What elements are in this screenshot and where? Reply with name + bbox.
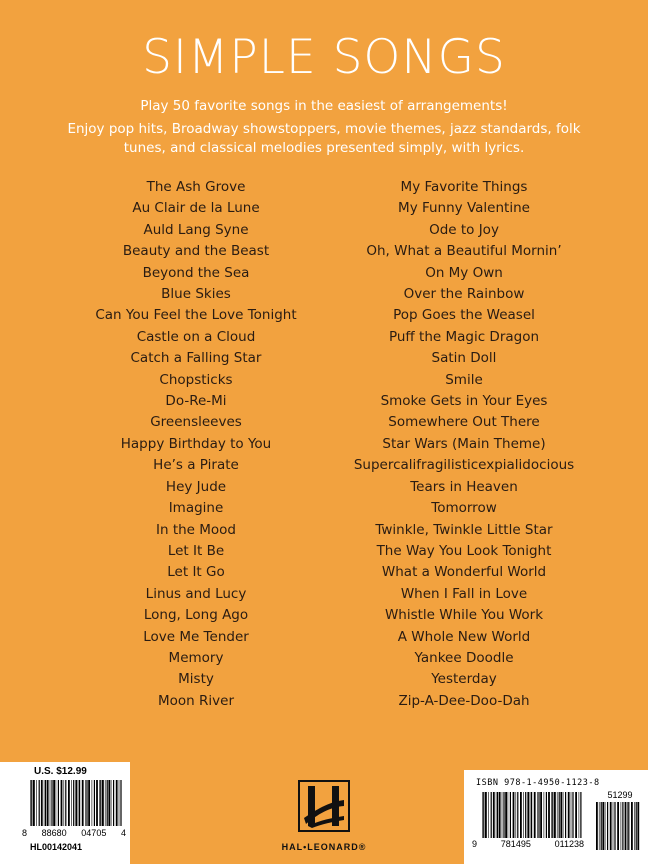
barcode-bar	[96, 780, 98, 826]
barcode-bar	[544, 792, 545, 838]
barcode-bar	[554, 792, 556, 838]
isbn-barcode-box	[464, 770, 648, 864]
barcode-bar	[496, 792, 497, 838]
barcode-bar	[78, 780, 79, 826]
song-title: Over the Rainbow	[403, 286, 525, 303]
barcode-bar	[571, 792, 572, 838]
song-title: Happy Birthday to You	[120, 435, 272, 452]
barcode-bar	[64, 780, 65, 826]
barcode-bar	[36, 780, 37, 826]
barcode-bar	[113, 780, 114, 826]
song-title: Can You Feel the Love Tonight	[95, 307, 297, 324]
song-title: Chopsticks	[159, 371, 233, 388]
song-title: The Way You Look Tonight	[376, 542, 552, 559]
barcode-bar	[56, 780, 57, 826]
song-list-right-column	[330, 177, 598, 712]
barcode-bar	[100, 780, 101, 826]
barcode-bar	[557, 792, 558, 838]
barcode-bar	[483, 792, 484, 838]
publisher-logo	[281, 780, 367, 860]
barcode-bar	[510, 792, 511, 838]
song-title: Auld Lang Syne	[143, 221, 249, 238]
barcode-bar	[637, 802, 639, 850]
song-title: Greensleeves	[150, 414, 242, 431]
song-title: Catch a Falling Star	[130, 350, 262, 367]
song-title: Do-Re-Mi	[165, 393, 227, 410]
barcode-bar	[627, 802, 628, 850]
barcode-bar	[41, 780, 43, 826]
barcode-bar	[560, 792, 562, 838]
song-list-left-column	[62, 177, 330, 712]
barcode-bar	[538, 792, 539, 838]
song-title: Memory	[168, 649, 224, 666]
barcode-bar	[534, 792, 536, 838]
barcode-bar	[111, 780, 112, 826]
song-title: Beauty and the Beast	[122, 243, 270, 260]
barcode-bar	[44, 780, 45, 826]
barcode-bar	[493, 792, 495, 838]
barcode-bar	[82, 780, 84, 826]
barcode-bar	[527, 792, 529, 838]
song-title: Oh, What a Beautiful Mornin’	[366, 243, 562, 260]
barcode-bar	[617, 802, 619, 850]
upc-barcode	[30, 780, 122, 826]
song-title: Au Clair de la Lune	[132, 200, 260, 217]
barcode-bar	[503, 792, 504, 838]
barcode-bar	[631, 802, 633, 850]
song-title: Puff the Magic Dragon	[388, 328, 540, 345]
barcode-bar	[531, 792, 532, 838]
barcode-bar	[508, 792, 509, 838]
barcode-bar	[634, 802, 635, 850]
barcode-bar	[607, 802, 608, 850]
ean-digit-group: 781495	[500, 839, 531, 849]
barcode-bar	[599, 802, 600, 850]
song-title: Somewhere Out There	[388, 414, 540, 431]
song-title: Tears in Heaven	[410, 478, 518, 495]
barcode-bar	[540, 792, 542, 838]
barcode-bar	[491, 792, 492, 838]
song-title: When I Fall in Love	[400, 585, 528, 602]
barcode-bar	[559, 792, 560, 838]
barcode-bar	[47, 780, 49, 826]
upc-digit-group: 4	[120, 828, 126, 838]
barcode-bar	[625, 802, 627, 850]
cover-tagline: Play 50 favorite songs in the easiest of arrangements!	[140, 98, 508, 114]
barcode-bar	[516, 792, 517, 838]
isbn-barcode	[482, 792, 582, 838]
barcode-bar	[525, 792, 526, 838]
barcode-bar	[73, 780, 74, 826]
cover-title: SIMPLE SONGS	[142, 30, 506, 85]
barcode-bar	[65, 780, 66, 826]
barcode-bar	[99, 780, 100, 826]
song-title: Smoke Gets in Your Eyes	[380, 393, 548, 410]
barcode-bar	[513, 792, 515, 838]
barcode-bar	[605, 802, 606, 850]
barcode-bar	[39, 780, 40, 826]
barcode-bar	[108, 780, 110, 826]
barcode-bar	[563, 792, 564, 838]
song-title: Supercalifragilisticexpialidocious	[353, 457, 575, 474]
song-title: Blue Skies	[161, 286, 231, 303]
barcode-bar	[551, 792, 552, 838]
isbn-addon-barcode	[596, 802, 640, 850]
barcode-bar	[548, 792, 550, 838]
cover-blurb: Enjoy pop hits, Broadway showstoppers, movie themes, jazz standards, folk tunes, and classical melodies presented simply, with lyrics.	[67, 121, 581, 156]
barcode-bar	[488, 792, 489, 838]
song-title: Yesterday	[431, 671, 497, 688]
upc-digit-group: 88680	[41, 828, 67, 838]
song-title: Whistle While You Work	[384, 607, 544, 624]
song-title: Love Me Tender	[143, 628, 249, 645]
song-title: Smile	[445, 371, 483, 388]
song-title: Castle on a Cloud	[136, 328, 256, 345]
song-title: Satin Doll	[431, 350, 497, 367]
barcode-bar	[530, 792, 531, 838]
barcode-bar	[520, 792, 522, 838]
barcode-bar	[105, 780, 106, 826]
ean-digit-group: 9	[472, 839, 478, 849]
ean-digits	[472, 839, 584, 849]
barcode-bar	[572, 792, 573, 838]
barcode-bar	[116, 780, 118, 826]
barcode-bar	[107, 780, 108, 826]
product-code: HL00142041	[30, 842, 83, 852]
barcode-bar	[31, 780, 32, 826]
barcode-bar	[568, 792, 570, 838]
song-title: My Funny Valentine	[398, 200, 530, 217]
barcode-bar	[614, 802, 615, 850]
isbn-label: ISBN 978-1-4950-1123-8	[476, 778, 600, 788]
barcode-bar	[622, 802, 623, 850]
price-barcode-box	[0, 762, 130, 864]
publisher-name: HAL•LEONARD®	[281, 842, 367, 852]
song-title: Hey Jude	[165, 478, 227, 495]
song-title: Moon River	[158, 692, 234, 709]
barcode-bar	[601, 802, 602, 850]
ean-digit-group: 011238	[554, 839, 584, 849]
barcode-bar	[120, 780, 121, 826]
barcode-bar	[71, 780, 72, 826]
song-title: Misty	[178, 671, 214, 688]
song-list	[62, 177, 598, 712]
barcode-bar	[596, 802, 598, 850]
barcode-bar	[30, 780, 31, 826]
barcode-bar	[628, 802, 629, 850]
barcode-bar	[94, 780, 95, 826]
song-title: Twinkle, Twinkle Little Star	[375, 521, 553, 538]
barcode-bar	[53, 780, 55, 826]
barcode-bar	[50, 780, 51, 826]
song-title: Beyond the Sea	[142, 264, 250, 281]
barcode-bar	[502, 792, 503, 838]
barcode-bar	[517, 792, 518, 838]
barcode-bar	[636, 802, 637, 850]
song-title: Let It Go	[167, 564, 225, 581]
barcode-bar	[92, 780, 93, 826]
barcode-bar	[580, 792, 581, 838]
price-label: U.S. $12.99	[34, 766, 87, 777]
barcode-bar	[482, 792, 483, 838]
barcode-bar	[85, 780, 86, 826]
barcode-bar	[613, 802, 614, 850]
hal-leonard-logo-icon	[298, 780, 350, 832]
song-title: A Whole New World	[397, 628, 531, 645]
barcode-bar	[58, 780, 59, 826]
barcode-bar	[75, 780, 77, 826]
upc-digit-group: 04705	[81, 828, 107, 838]
barcode-bar	[51, 780, 52, 826]
song-title: Tomorrow	[431, 500, 497, 517]
song-title: My Favorite Things	[400, 179, 528, 195]
song-title: Let It Be	[167, 542, 225, 559]
barcode-bar	[119, 780, 120, 826]
song-title: Pop Goes the Weasel	[393, 307, 535, 324]
barcode-bar	[565, 792, 566, 838]
barcode-bar	[610, 802, 612, 850]
song-title: Linus and Lucy	[145, 585, 247, 602]
song-title: Ode to Joy	[429, 221, 499, 238]
barcode-bar	[552, 792, 553, 838]
isbn-addon-digits: 51299	[607, 790, 633, 800]
barcode-bar	[485, 792, 487, 838]
song-title: Long, Long Ago	[143, 607, 249, 624]
barcode-bar	[68, 780, 70, 826]
barcode-bar	[61, 780, 63, 826]
barcode-bar	[86, 780, 87, 826]
barcode-bar	[537, 792, 538, 838]
upc-digits	[22, 828, 126, 838]
barcode-bar	[546, 792, 547, 838]
song-title: In the Mood	[155, 521, 236, 538]
song-title: Yankee Doodle	[414, 649, 514, 666]
barcode-bar	[88, 780, 90, 826]
song-title: The Ash Grove	[146, 179, 246, 195]
song-title: On My Own	[425, 264, 503, 281]
barcode-bar	[575, 792, 577, 838]
upc-digit-group: 8	[22, 828, 28, 838]
barcode-bar	[45, 780, 46, 826]
song-title: Zip-A-Dee-Doo-Dah	[398, 692, 530, 709]
barcode-bar	[505, 792, 507, 838]
barcode-bar	[497, 792, 498, 838]
barcode-bar	[79, 780, 80, 826]
barcode-bar	[102, 780, 104, 826]
barcode-bar	[523, 792, 524, 838]
barcode-bar	[602, 802, 604, 850]
barcode-bar	[621, 802, 622, 850]
barcode-bar	[33, 780, 35, 826]
song-title: He’s a Pirate	[153, 457, 239, 474]
song-title: Imagine	[168, 500, 224, 517]
song-title: Star Wars (Main Theme)	[382, 435, 546, 452]
barcode-bar	[579, 792, 580, 838]
song-title: What a Wonderful World	[381, 564, 547, 581]
barcode-bar	[499, 792, 501, 838]
